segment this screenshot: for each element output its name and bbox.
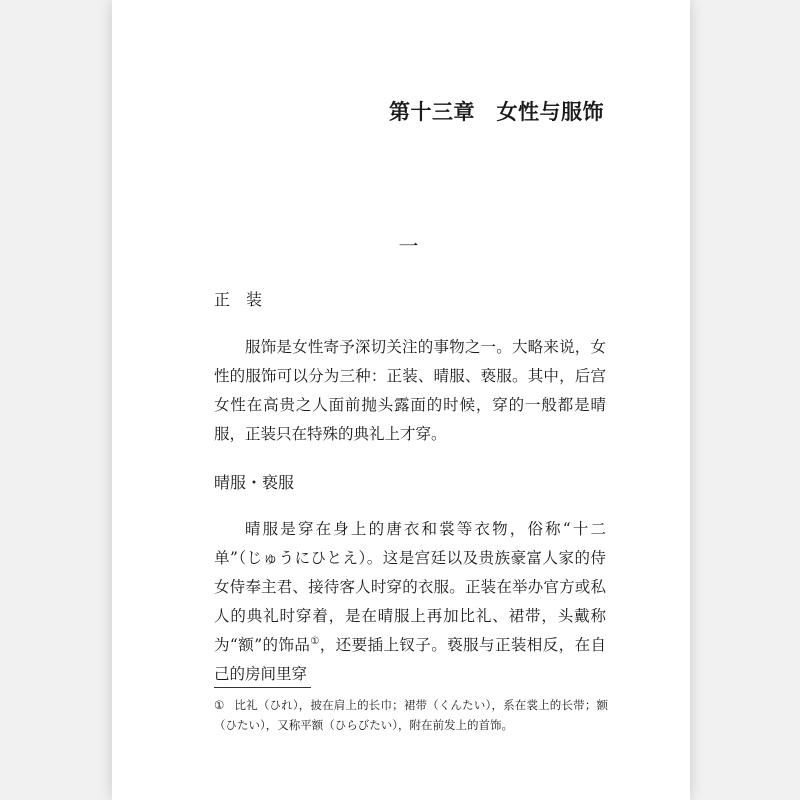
- chapter-title: 第十三章 女性与服饰: [389, 99, 604, 124]
- paragraph-haregi-text: 晴服是穿在身上的唐衣和裳等衣物，俗称“十二单”（じゅうにひとえ）。这是宫廷以及贵族豪富人家的侍女侍奉主君、接待客人时穿的衣服。正装在举办官方或私人的典礼时穿着，是在晴服上再加比礼、裙带，头戴称为“额”的饰品: [214, 520, 606, 654]
- paragraph-clothing-types: 服饰是女性寄予深切关注的事物之一。大略来说，女性的服饰可以分为三种：正装、晴服、亵服。其中，后宫女性在高贵之人面前抛头露面的时候，穿的一般都是晴服，正装只在特殊的典礼上才穿。: [214, 338, 606, 443]
- footnote-divider: [214, 687, 311, 688]
- subheading-informal-wear: 晴服・亵服: [214, 473, 295, 492]
- footnote: [214, 695, 608, 735]
- section-number: 一: [398, 234, 419, 258]
- paragraph-haregi: [214, 515, 606, 689]
- book-page: [112, 0, 690, 800]
- footnote-text: 比礼（ひれ），披在肩上的长巾；裙带（くんたい），系在裳上的长带；额（ひたい），又称平额（ひらびたい），附在前发上的首饰。: [214, 698, 608, 732]
- footnote-reference: ①: [310, 635, 320, 647]
- subheading-formal-wear: 正 装: [214, 290, 263, 309]
- paragraph-haregi-text-continued: ，还要插上钗子。亵服与正装相反，在自己的房间里穿: [214, 636, 606, 683]
- footnote-marker: ①: [214, 698, 225, 712]
